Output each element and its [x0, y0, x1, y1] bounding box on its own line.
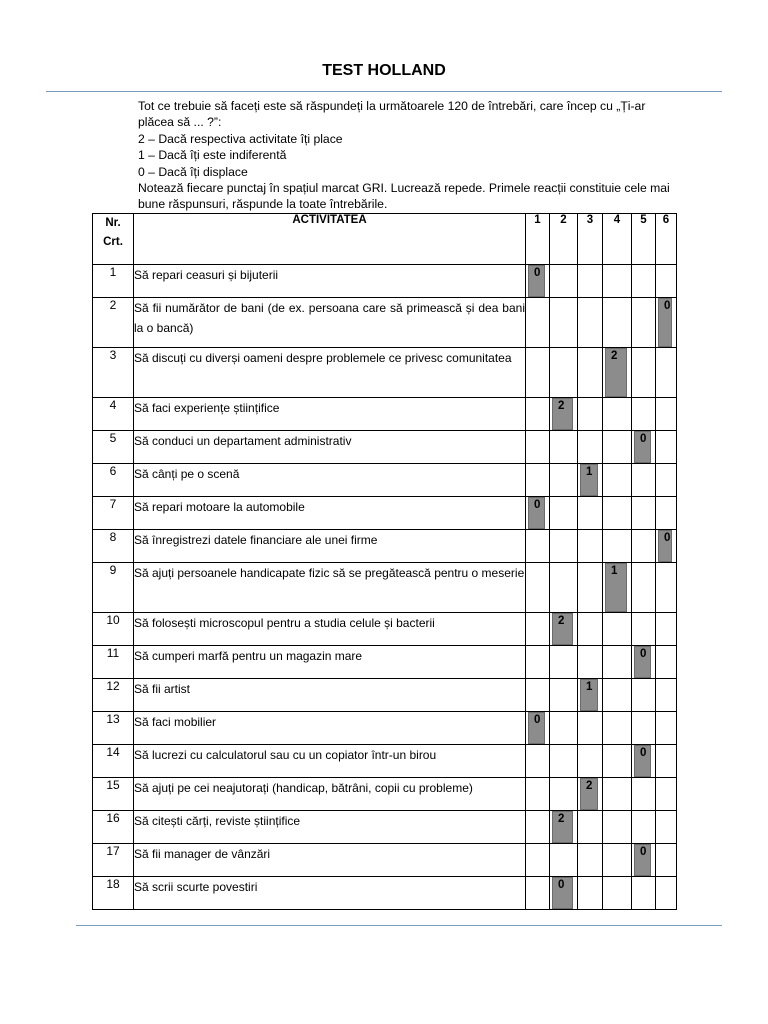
- table-row: [93, 348, 677, 398]
- score-cell-4: [603, 679, 632, 712]
- score-cell-3: [578, 298, 603, 348]
- row-activity: Să faci mobilier: [134, 712, 526, 745]
- score-value[interactable]: 1: [605, 563, 627, 612]
- score-cell-5: [632, 265, 656, 298]
- row-number: 10: [93, 613, 134, 646]
- score-cell-6: [656, 679, 677, 712]
- score-cell-3: [578, 265, 603, 298]
- header-nr-label: Nr.: [105, 217, 121, 229]
- row-activity: Să repari ceasuri și bijuterii: [134, 265, 526, 298]
- score-cell-5: [632, 563, 656, 613]
- row-activity: Să cumperi marfă pentru un magazin mare: [134, 646, 526, 679]
- score-cell-2: [550, 844, 578, 877]
- score-cell-6: [656, 431, 677, 464]
- row-activity: Să folosești microscopul pentru a studia celule și bacterii: [134, 613, 526, 646]
- score-cell-6: [656, 348, 677, 398]
- score-cell-4: [603, 398, 632, 431]
- score-value[interactable]: 2: [552, 398, 573, 430]
- bottom-divider: [76, 925, 722, 926]
- header-activity: ACTIVITATEA: [134, 214, 526, 265]
- table-row: [93, 431, 677, 464]
- score-cell-4: [603, 811, 632, 844]
- score-cell-2: [550, 431, 578, 464]
- score-cell-5: [632, 348, 656, 398]
- score-cell-1: [526, 398, 550, 431]
- score-cell-4: [603, 431, 632, 464]
- score-value[interactable]: 2: [552, 811, 573, 843]
- score-cell-6: [656, 712, 677, 745]
- row-number: 15: [93, 778, 134, 811]
- instruction-line: 2 – Dacă respectiva activitate îți place: [138, 131, 343, 146]
- row-number: 12: [93, 679, 134, 712]
- table-row: [93, 613, 677, 646]
- table-row: [93, 530, 677, 563]
- row-activity: Să discuți cu diverși oameni despre problemele ce privesc comunitatea: [134, 348, 526, 398]
- score-cell-4: [603, 877, 632, 910]
- score-value[interactable]: 0: [658, 530, 672, 562]
- row-number: 4: [93, 398, 134, 431]
- score-value[interactable]: 2: [605, 348, 627, 397]
- row-number: 9: [93, 563, 134, 613]
- row-activity: Să ajuți pe cei neajutorați (handicap, bătrâni, copii cu probleme): [134, 778, 526, 811]
- score-cell-2[interactable]: [550, 877, 578, 910]
- table-row: [93, 464, 677, 497]
- score-cell-6[interactable]: [656, 298, 677, 348]
- score-cell-1: [526, 679, 550, 712]
- score-cell-5: [632, 530, 656, 563]
- score-cell-4: [603, 613, 632, 646]
- score-value[interactable]: 2: [580, 778, 598, 810]
- score-cell-2: [550, 298, 578, 348]
- header-col-3: 3: [578, 214, 603, 265]
- score-value[interactable]: 0: [528, 712, 545, 744]
- score-cell-2: [550, 265, 578, 298]
- score-cell-3: [578, 811, 603, 844]
- score-value[interactable]: 1: [580, 679, 598, 711]
- table-row: [93, 844, 677, 877]
- score-cell-5[interactable]: [632, 844, 656, 877]
- score-cell-6: [656, 646, 677, 679]
- score-cell-4: [603, 745, 632, 778]
- score-cell-1[interactable]: [526, 712, 550, 745]
- table-row: [93, 563, 677, 613]
- instruction-line: 1 – Dacă îți este indiferentă: [138, 148, 287, 163]
- table-row: [93, 778, 677, 811]
- score-cell-6: [656, 844, 677, 877]
- score-cell-2: [550, 530, 578, 563]
- score-cell-5[interactable]: [632, 646, 656, 679]
- score-cell-6[interactable]: [656, 530, 677, 563]
- row-activity: Să conduci un departament administrativ: [134, 431, 526, 464]
- score-cell-3[interactable]: [578, 778, 603, 811]
- table-row: [93, 497, 677, 530]
- score-cell-1: [526, 745, 550, 778]
- header-col-1: 1: [526, 214, 550, 265]
- table-row: [93, 745, 677, 778]
- score-cell-1: [526, 348, 550, 398]
- score-cell-6: [656, 877, 677, 910]
- score-cell-2: [550, 712, 578, 745]
- score-cell-5: [632, 497, 656, 530]
- row-number: 16: [93, 811, 134, 844]
- score-cell-1: [526, 563, 550, 613]
- score-cell-5: [632, 712, 656, 745]
- score-value[interactable]: 0: [634, 431, 651, 463]
- score-cell-1: [526, 530, 550, 563]
- score-cell-3: [578, 745, 603, 778]
- row-activity: Să lucrezi cu calculatorul sau cu un copiator într-un birou: [134, 745, 526, 778]
- score-value[interactable]: 0: [658, 298, 672, 347]
- score-cell-3[interactable]: [578, 464, 603, 497]
- score-value[interactable]: 0: [634, 646, 651, 678]
- table-row: [93, 298, 677, 348]
- score-cell-2[interactable]: [550, 613, 578, 646]
- row-number: 18: [93, 877, 134, 910]
- score-cell-3: [578, 877, 603, 910]
- score-cell-2: [550, 679, 578, 712]
- score-cell-5: [632, 398, 656, 431]
- row-activity: Să ajuți persoanele handicapate fizic să se pregătească pentru o meserie: [134, 563, 526, 613]
- score-cell-4: [603, 265, 632, 298]
- score-cell-6: [656, 613, 677, 646]
- score-cell-5[interactable]: [632, 431, 656, 464]
- header-crt-label: Crt.: [103, 236, 123, 248]
- score-cell-5[interactable]: [632, 745, 656, 778]
- header-col-4: 4: [603, 214, 632, 265]
- score-cell-4: [603, 778, 632, 811]
- score-cell-4: [603, 712, 632, 745]
- score-cell-2: [550, 497, 578, 530]
- row-number: 5: [93, 431, 134, 464]
- score-cell-4: [603, 497, 632, 530]
- score-cell-6: [656, 497, 677, 530]
- score-cell-3: [578, 348, 603, 398]
- header-nr: [93, 214, 134, 265]
- row-activity: Să faci experiențe științifice: [134, 398, 526, 431]
- score-cell-1: [526, 778, 550, 811]
- score-cell-2: [550, 646, 578, 679]
- score-cell-1: [526, 877, 550, 910]
- page-title: TEST HOLLAND: [322, 62, 446, 79]
- score-cell-1: [526, 844, 550, 877]
- score-value[interactable]: 2: [552, 613, 573, 645]
- score-cell-4: [603, 646, 632, 679]
- score-cell-4[interactable]: [603, 348, 632, 398]
- score-cell-3[interactable]: [578, 679, 603, 712]
- table-row: [93, 877, 677, 910]
- row-number: 1: [93, 265, 134, 298]
- row-activity: Să fii artist: [134, 679, 526, 712]
- score-value[interactable]: 0: [528, 497, 545, 529]
- score-cell-1: [526, 464, 550, 497]
- row-activity: Să repari motoare la automobile: [134, 497, 526, 530]
- row-number: 13: [93, 712, 134, 745]
- score-cell-2[interactable]: [550, 398, 578, 431]
- row-number: 2: [93, 298, 134, 348]
- score-cell-2[interactable]: [550, 811, 578, 844]
- score-cell-1: [526, 613, 550, 646]
- score-value[interactable]: 0: [528, 265, 545, 297]
- score-cell-3: [578, 613, 603, 646]
- score-value[interactable]: 1: [580, 464, 598, 496]
- score-cell-5: [632, 298, 656, 348]
- instructions: [138, 98, 676, 213]
- score-cell-3: [578, 398, 603, 431]
- header-col-6: 6: [656, 214, 677, 265]
- score-cell-6: [656, 745, 677, 778]
- row-activity: Să cânți pe o scenă: [134, 464, 526, 497]
- score-cell-2: [550, 745, 578, 778]
- table-header-row: [93, 214, 677, 265]
- row-number: 6: [93, 464, 134, 497]
- score-cell-1[interactable]: [526, 265, 550, 298]
- table-body: [93, 265, 677, 910]
- score-cell-5: [632, 778, 656, 811]
- row-activity: Să înregistrezi datele financiare ale unei firme: [134, 530, 526, 563]
- score-cell-5: [632, 679, 656, 712]
- score-cell-4[interactable]: [603, 563, 632, 613]
- score-cell-5: [632, 464, 656, 497]
- instruction-line: Tot ce trebuie să faceți este să răspundeți la următoarele 120 de întrebări, care încep cu „Ți-ar plăcea să ... ?”:: [138, 99, 646, 130]
- score-cell-1: [526, 298, 550, 348]
- table-row: [93, 712, 677, 745]
- row-activity: Să citești cărți, reviste științifice: [134, 811, 526, 844]
- score-cell-6: [656, 563, 677, 613]
- row-number: 11: [93, 646, 134, 679]
- table-row: [93, 811, 677, 844]
- score-cell-5: [632, 877, 656, 910]
- score-cell-3: [578, 530, 603, 563]
- instruction-line: 0 – Dacă îți displace: [138, 164, 248, 179]
- score-cell-2: [550, 348, 578, 398]
- score-cell-1[interactable]: [526, 497, 550, 530]
- table-row: [93, 679, 677, 712]
- row-number: 17: [93, 844, 134, 877]
- score-cell-2: [550, 464, 578, 497]
- table-row: [93, 265, 677, 298]
- score-value[interactable]: 0: [634, 844, 651, 876]
- row-number: 3: [93, 348, 134, 398]
- score-cell-6: [656, 811, 677, 844]
- row-number: 14: [93, 745, 134, 778]
- score-cell-4: [603, 844, 632, 877]
- score-cell-4: [603, 464, 632, 497]
- score-cell-3: [578, 712, 603, 745]
- row-number: 8: [93, 530, 134, 563]
- score-cell-6: [656, 265, 677, 298]
- score-cell-1: [526, 646, 550, 679]
- score-cell-6: [656, 778, 677, 811]
- score-cell-3: [578, 497, 603, 530]
- score-cell-3: [578, 844, 603, 877]
- score-cell-3: [578, 431, 603, 464]
- row-number: 7: [93, 497, 134, 530]
- score-cell-4: [603, 298, 632, 348]
- row-activity: Să scrii scurte povestiri: [134, 877, 526, 910]
- score-cell-6: [656, 398, 677, 431]
- row-activity: Să fii numărător de bani (de ex. persoana care să primească și dea bani la o bancă): [134, 298, 526, 348]
- score-cell-1: [526, 811, 550, 844]
- row-activity: Să fii manager de vânzări: [134, 844, 526, 877]
- instruction-line: Notează fiecare punctaj în spațiul marcat GRI. Lucrează repede. Primele reacții constituie cele mai bune răspunsuri, răspunde la toate întrebările.: [138, 181, 670, 212]
- score-cell-6: [656, 464, 677, 497]
- table-row: [93, 646, 677, 679]
- score-cell-3: [578, 646, 603, 679]
- top-divider: [46, 91, 722, 92]
- score-cell-5: [632, 811, 656, 844]
- table-row: [93, 398, 677, 431]
- score-cell-3: [578, 563, 603, 613]
- header-col-5: 5: [632, 214, 656, 265]
- score-cell-1: [526, 431, 550, 464]
- score-cell-2: [550, 778, 578, 811]
- activity-table: [92, 213, 677, 910]
- score-value[interactable]: 0: [552, 877, 573, 909]
- header-col-2: 2: [550, 214, 578, 265]
- score-cell-2: [550, 563, 578, 613]
- score-cell-5: [632, 613, 656, 646]
- score-value[interactable]: 0: [634, 745, 651, 777]
- score-cell-4: [603, 530, 632, 563]
